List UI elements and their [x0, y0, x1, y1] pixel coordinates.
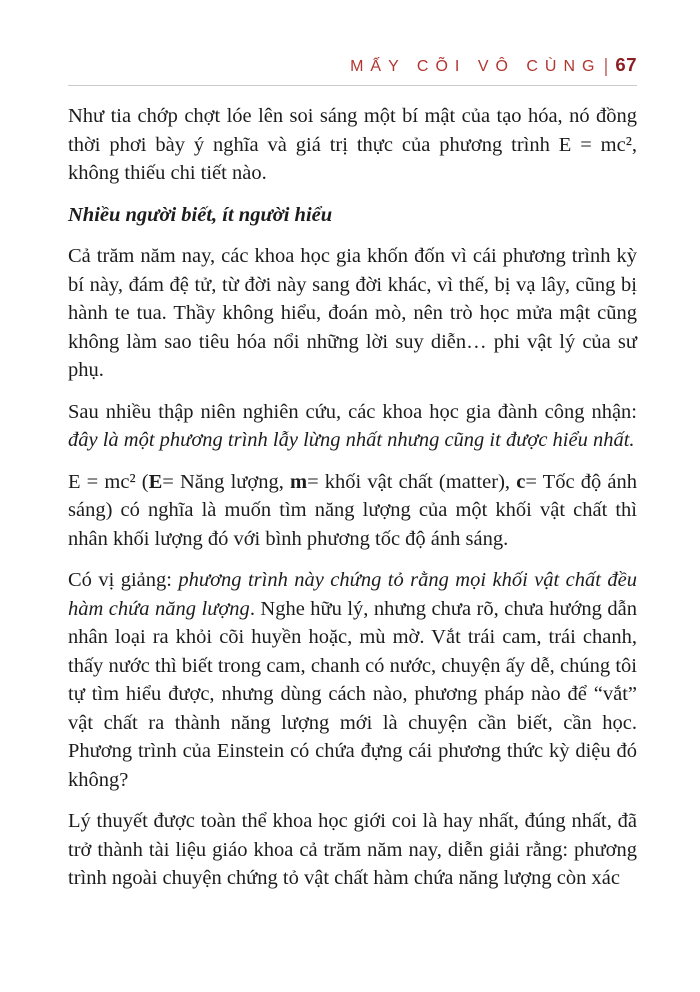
paragraph	[68, 242, 637, 385]
text-run: = Năng lượng,	[162, 470, 290, 493]
text-run: Nhiều người biết, ít người hiểu	[68, 203, 333, 226]
running-head	[68, 54, 637, 78]
section-heading	[68, 201, 637, 230]
text-run: = Tốc độ ánh sáng) có nghĩa là muốn tìm năng lượng của một khối vật chất thì nhân khối lượng đó với bình phương tốc độ ánh sáng.	[68, 470, 637, 550]
page-number: 67	[615, 54, 637, 75]
text-run: E	[148, 470, 163, 493]
page-body	[68, 102, 637, 893]
text-run: c	[516, 470, 526, 493]
text-run: E = mc² (	[68, 470, 149, 493]
paragraph	[68, 398, 637, 455]
header-rule	[68, 85, 637, 86]
page-header	[68, 54, 637, 86]
paragraph	[68, 102, 637, 188]
header-separator: |	[603, 56, 609, 77]
paragraph	[68, 468, 637, 554]
paragraph	[68, 566, 637, 794]
text-run: Có vị giảng:	[68, 569, 179, 591]
paragraph	[68, 807, 637, 893]
text-run: m	[290, 470, 308, 493]
text-run: đây là một phương trình lẫy lừng nhất nhưng cũng it được hiểu nhất.	[68, 429, 635, 451]
chapter-title: MẤY CÕI VÔ CÙNG	[350, 58, 602, 75]
text-run: Như tia chớp chợt lóe lên soi sáng một bí mật của tạo hóa, nó đồng thời phơi bày ý nghĩa và giá trị thực của phương trình E = mc², không thiếu chi tiết nào.	[68, 105, 637, 184]
text-run: . Nghe hữu lý, nhưng chưa rõ, chưa hướng dẫn nhân loại ra khỏi cõi huyền hoặc, mù mờ. Vắt trái cam, trái chanh, thấy nước thì biết trong cam, chanh có nước, chuyện ấy dễ, chúng tôi tự tìm hiểu được, nhưng dùng cách nào, phương pháp nào để “vắt” vật chất ra thành năng lượng mới là chuyện cần biết, cần học. Phương trình của Einstein có chứa đựng cái phương thức kỳ diệu đó không?	[68, 597, 637, 791]
text-run: Lý thuyết được toàn thể khoa học giới coi là hay nhất, đúng nhất, đã trở thành tài liệu giáo khoa cả trăm năm nay, diễn giải rằng: phương trình ngoài chuyện chứng tỏ vật chất hàm chứa năng lượng còn xác	[68, 810, 637, 889]
text-run: = khối vật chất (matter),	[307, 470, 517, 493]
text-run: Cả trăm năm nay, các khoa học gia khốn đốn vì cái phương trình kỳ bí này, đám đệ tử, từ đời này sang đời khác, vì thế, bị vạ lây, cũng bị hành te tua. Thầy không hiểu, đoán mò, nên trò học mửa mật cũng không làm sao tiêu hóa nổi những lời suy diễn… phi vật lý của sư phụ.	[68, 245, 637, 381]
text-run: phương trình này chứng tỏ rằng mọi khối vật chất đều hàm chứa năng lượng	[68, 569, 637, 620]
text-run: Sau nhiều thập niên nghiên cứu, các khoa học gia đành công nhận:	[68, 400, 637, 423]
